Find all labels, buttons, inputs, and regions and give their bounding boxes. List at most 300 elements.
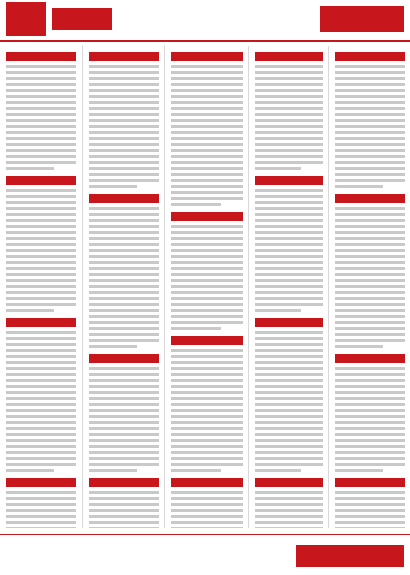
article-text-line <box>89 71 159 74</box>
article-text-line <box>6 515 76 518</box>
article-text-line <box>255 77 323 80</box>
article-text-line <box>255 303 323 306</box>
article-text-line <box>335 463 405 466</box>
article-text-line <box>171 249 243 252</box>
article-text-line <box>171 509 243 512</box>
article-text-line <box>255 343 323 346</box>
article-text-line <box>255 201 323 204</box>
article-text-line <box>255 439 323 442</box>
article-text-line <box>335 155 405 158</box>
article-text-line <box>89 445 159 448</box>
article-text-line <box>89 155 159 158</box>
article-text-line <box>255 167 301 170</box>
article-text-line <box>89 179 159 182</box>
article-text-line <box>171 113 243 116</box>
article-text-line <box>89 167 159 170</box>
article-text-line <box>171 373 243 376</box>
article-text-line <box>255 445 323 448</box>
article-text-line <box>335 379 405 382</box>
article-text-line <box>6 119 76 122</box>
article-text-line <box>255 457 323 460</box>
article-text-line <box>335 409 405 412</box>
article-text-line <box>171 279 243 282</box>
article-text-line <box>6 161 76 164</box>
article-text-line <box>255 219 323 222</box>
article-text-line <box>89 373 159 376</box>
article-text-line <box>171 415 243 418</box>
article-text-line <box>6 457 76 460</box>
article-text-line <box>6 237 76 240</box>
article-text-line <box>255 497 323 500</box>
article-text-line <box>89 101 159 104</box>
article-text-line <box>89 457 159 460</box>
article-text-line <box>255 397 323 400</box>
article-text-line <box>6 379 76 382</box>
article-text-line <box>89 285 159 288</box>
article-text-line <box>335 521 405 524</box>
article-headline <box>6 176 76 185</box>
article-text-line <box>335 167 405 170</box>
article-text-line <box>6 373 76 376</box>
article-text-line <box>171 421 243 424</box>
article-text-line <box>6 497 76 500</box>
article-text-line <box>335 303 405 306</box>
article-text-line <box>255 273 323 276</box>
article-text-line <box>335 345 383 348</box>
article-headline <box>171 336 243 345</box>
article-text-line <box>335 231 405 234</box>
article-text-line <box>171 503 243 506</box>
article-text-line <box>335 89 405 92</box>
article-text-line <box>171 197 243 200</box>
article-headline <box>89 478 159 487</box>
article-text-line <box>255 361 323 364</box>
article-text-line <box>171 261 243 264</box>
article-text-line <box>6 243 76 246</box>
article-text-line <box>335 249 405 252</box>
article-text-line <box>255 95 323 98</box>
article-text-line <box>255 279 323 282</box>
article-text-line <box>255 131 323 134</box>
article-text-line <box>335 219 405 222</box>
article-text-line <box>335 267 405 270</box>
article-text-line <box>335 243 405 246</box>
article-text-line <box>171 491 243 494</box>
article-text-line <box>255 355 323 358</box>
article-text-line <box>89 213 159 216</box>
article-text-line <box>6 249 76 252</box>
article-text-line <box>89 469 137 472</box>
article-text-line <box>255 337 323 340</box>
article-headline <box>171 478 243 487</box>
article-text-line <box>89 207 159 210</box>
article-text-line <box>89 427 159 430</box>
article-text-line <box>89 143 159 146</box>
article-text-line <box>89 385 159 388</box>
article-text-line <box>255 89 323 92</box>
article-text-line <box>335 273 405 276</box>
article-text-line <box>335 503 405 506</box>
article-text-line <box>171 179 243 182</box>
article-text-line <box>6 195 76 198</box>
article-text-line <box>171 445 243 448</box>
article-text-line <box>171 237 243 240</box>
article-text-line <box>255 161 323 164</box>
article-text-line <box>171 439 243 442</box>
article-text-line <box>255 243 323 246</box>
article-text-line <box>335 439 405 442</box>
article-text-line <box>255 119 323 122</box>
article-headline <box>6 52 76 61</box>
article-text-line <box>6 469 54 472</box>
article-text-line <box>171 285 243 288</box>
article-text-line <box>6 297 76 300</box>
article-text-line <box>335 321 405 324</box>
article-text-line <box>335 327 405 330</box>
article-text-line <box>171 191 243 194</box>
article-text-line <box>89 339 159 342</box>
article-headline <box>171 52 243 61</box>
article-text-line <box>335 497 405 500</box>
article-text-line <box>89 439 159 442</box>
article-headline <box>6 478 76 487</box>
article-text-line <box>6 201 76 204</box>
article-column <box>0 46 82 528</box>
article-text-line <box>335 333 405 336</box>
article-text-line <box>255 515 323 518</box>
article-text-line <box>255 101 323 104</box>
article-text-line <box>255 291 323 294</box>
article-text-line <box>171 107 243 110</box>
article-column <box>328 46 410 528</box>
footer-banner <box>0 534 410 575</box>
article-text-line <box>171 149 243 152</box>
article-text-line <box>335 255 405 258</box>
article-text-line <box>6 527 76 528</box>
article-text-line <box>89 125 159 128</box>
article-text-line <box>335 427 405 430</box>
article-text-line <box>6 267 76 270</box>
article-text-line <box>255 521 323 524</box>
article-text-line <box>171 349 243 352</box>
article-text-line <box>255 403 323 406</box>
article-text-line <box>89 415 159 418</box>
article-text-line <box>255 213 323 216</box>
article-text-line <box>335 445 405 448</box>
article-text-line <box>335 113 405 116</box>
article-text-line <box>6 303 76 306</box>
article-text-line <box>171 131 243 134</box>
article-text-line <box>171 409 243 412</box>
article-text-line <box>335 225 405 228</box>
article-text-line <box>335 515 405 518</box>
article-text-line <box>89 297 159 300</box>
article-text-line <box>6 189 76 192</box>
article-text-line <box>335 125 405 128</box>
article-text-line <box>6 107 76 110</box>
article-text-line <box>6 231 76 234</box>
article-text-line <box>89 137 159 140</box>
article-text-line <box>171 125 243 128</box>
article-text-line <box>255 155 323 158</box>
article-text-line <box>171 273 243 276</box>
article-text-line <box>89 107 159 110</box>
article-text-line <box>255 491 323 494</box>
article-text-line <box>255 285 323 288</box>
article-text-line <box>255 451 323 454</box>
article-text-line <box>89 77 159 80</box>
article-text-line <box>255 349 323 352</box>
article-text-line <box>335 391 405 394</box>
article-text-line <box>335 65 405 68</box>
article-text-line <box>171 385 243 388</box>
article-text-line <box>6 367 76 370</box>
article-text-line <box>89 291 159 294</box>
article-text-line <box>335 491 405 494</box>
article-text-line <box>171 367 243 370</box>
article-text-line <box>6 219 76 222</box>
article-text-line <box>171 255 243 258</box>
article-text-line <box>171 77 243 80</box>
article-text-line <box>89 185 137 188</box>
article-text-line <box>335 95 405 98</box>
article-text-line <box>255 469 301 472</box>
article-text-line <box>6 403 76 406</box>
article-text-line <box>171 225 243 228</box>
article-text-line <box>89 327 159 330</box>
article-text-line <box>6 331 76 334</box>
article-text-line <box>171 427 243 430</box>
article-text-line <box>255 297 323 300</box>
article-text-line <box>171 327 221 330</box>
article-text-line <box>255 225 323 228</box>
article-text-line <box>255 331 323 334</box>
article-text-line <box>6 125 76 128</box>
article-text-line <box>89 503 159 506</box>
article-text-line <box>255 433 323 436</box>
article-text-line <box>6 131 76 134</box>
article-text-line <box>6 427 76 430</box>
article-text-line <box>89 225 159 228</box>
article-text-line <box>171 203 221 206</box>
article-text-line <box>171 309 243 312</box>
article-headline <box>255 52 323 61</box>
article-text-line <box>6 451 76 454</box>
article-text-line <box>255 113 323 116</box>
article-text-line <box>335 279 405 282</box>
article-text-line <box>335 173 405 176</box>
article-text-line <box>89 161 159 164</box>
article-text-line <box>6 155 76 158</box>
article-text-line <box>89 451 159 454</box>
article-text-line <box>6 101 76 104</box>
article-text-line <box>171 95 243 98</box>
article-text-line <box>171 101 243 104</box>
article-text-line <box>89 527 159 528</box>
article-text-line <box>89 379 159 382</box>
article-text-line <box>6 89 76 92</box>
article-text-line <box>89 243 159 246</box>
article-text-line <box>171 391 243 394</box>
article-text-line <box>89 119 159 122</box>
article-text-line <box>6 255 76 258</box>
article-text-line <box>335 457 405 460</box>
article-text-line <box>335 77 405 80</box>
article-text-line <box>335 451 405 454</box>
article-headline <box>335 52 405 61</box>
article-text-line <box>89 113 159 116</box>
article-text-line <box>335 509 405 512</box>
article-text-line <box>6 391 76 394</box>
article-text-line <box>171 379 243 382</box>
article-text-line <box>6 113 76 116</box>
article-text-line <box>335 207 405 210</box>
footer-tag <box>296 545 404 567</box>
article-text-line <box>335 469 383 472</box>
article-text-line <box>255 107 323 110</box>
article-text-line <box>171 315 243 318</box>
article-text-line <box>255 125 323 128</box>
article-text-line <box>171 137 243 140</box>
article-text-line <box>171 457 243 460</box>
article-text-line <box>171 119 243 122</box>
article-text-line <box>255 509 323 512</box>
article-text-line <box>6 149 76 152</box>
article-text-line <box>171 143 243 146</box>
article-text-line <box>255 149 323 152</box>
article-text-line <box>6 433 76 436</box>
article-text-line <box>89 267 159 270</box>
article-text-line <box>335 421 405 424</box>
article-text-line <box>89 367 159 370</box>
article-text-line <box>89 491 159 494</box>
article-text-line <box>89 303 159 306</box>
article-text-line <box>89 497 159 500</box>
article-text-line <box>335 261 405 264</box>
article-text-line <box>255 421 323 424</box>
article-text-line <box>171 71 243 74</box>
article-text-line <box>6 167 54 170</box>
article-text-line <box>255 427 323 430</box>
article-text-line <box>255 379 323 382</box>
article-text-line <box>335 213 405 216</box>
article-text-line <box>6 95 76 98</box>
article-text-line <box>6 213 76 216</box>
article-text-line <box>255 207 323 210</box>
article-headline <box>335 478 405 487</box>
article-text-line <box>6 65 76 68</box>
article-text-line <box>89 255 159 258</box>
article-headline <box>171 212 243 221</box>
article-text-line <box>335 385 405 388</box>
article-text-line <box>335 137 405 140</box>
article-text-line <box>255 267 323 270</box>
article-text-line <box>171 497 243 500</box>
article-column <box>164 46 249 528</box>
article-text-line <box>255 373 323 376</box>
article-text-line <box>255 237 323 240</box>
article-text-line <box>335 297 405 300</box>
article-text-line <box>6 415 76 418</box>
article-text-line <box>255 189 323 192</box>
article-text-line <box>335 71 405 74</box>
article-headline <box>6 318 76 327</box>
article-text-line <box>89 89 159 92</box>
article-text-line <box>89 315 159 318</box>
article-text-line <box>6 279 76 282</box>
article-text-line <box>89 391 159 394</box>
article-text-line <box>335 397 405 400</box>
article-text-line <box>335 179 405 182</box>
article-text-line <box>6 355 76 358</box>
article-text-line <box>89 261 159 264</box>
article-text-line <box>255 527 323 528</box>
article-text-line <box>171 231 243 234</box>
article-text-line <box>255 463 323 466</box>
article-text-line <box>171 303 243 306</box>
article-text-line <box>335 309 405 312</box>
article-text-line <box>89 83 159 86</box>
article-text-line <box>335 107 405 110</box>
article-text-line <box>171 89 243 92</box>
article-text-line <box>89 463 159 466</box>
article-text-line <box>171 267 243 270</box>
article-text-line <box>89 237 159 240</box>
article-text-line <box>255 309 301 312</box>
article-text-line <box>171 515 243 518</box>
article-text-line <box>89 397 159 400</box>
article-text-line <box>6 285 76 288</box>
article-text-line <box>171 83 243 86</box>
article-text-line <box>255 503 323 506</box>
article-text-line <box>6 491 76 494</box>
article-text-line <box>255 415 323 418</box>
article-text-line <box>6 361 76 364</box>
article-text-line <box>171 403 243 406</box>
article-text-line <box>89 321 159 324</box>
article-text-line <box>171 361 243 364</box>
article-text-line <box>89 95 159 98</box>
article-text-line <box>255 83 323 86</box>
article-text-line <box>89 333 159 336</box>
article-text-line <box>6 385 76 388</box>
article-text-line <box>255 367 323 370</box>
section-number <box>6 2 46 36</box>
article-text-line <box>255 261 323 264</box>
article-text-line <box>6 503 76 506</box>
article-text-line <box>6 337 76 340</box>
article-text-line <box>6 273 76 276</box>
article-headline <box>255 318 323 327</box>
article-text-line <box>89 409 159 412</box>
article-text-line <box>255 231 323 234</box>
article-text-line <box>171 469 221 472</box>
article-text-line <box>255 391 323 394</box>
article-text-line <box>6 83 76 86</box>
article-text-line <box>171 155 243 158</box>
article-headline <box>89 354 159 363</box>
article-text-line <box>335 285 405 288</box>
article-text-line <box>255 255 323 258</box>
article-text-line <box>255 385 323 388</box>
article-text-line <box>335 367 405 370</box>
article-text-line <box>171 297 243 300</box>
article-text-line <box>255 409 323 412</box>
article-text-line <box>89 249 159 252</box>
article-text-line <box>6 71 76 74</box>
article-text-line <box>335 373 405 376</box>
section-name <box>52 8 112 30</box>
